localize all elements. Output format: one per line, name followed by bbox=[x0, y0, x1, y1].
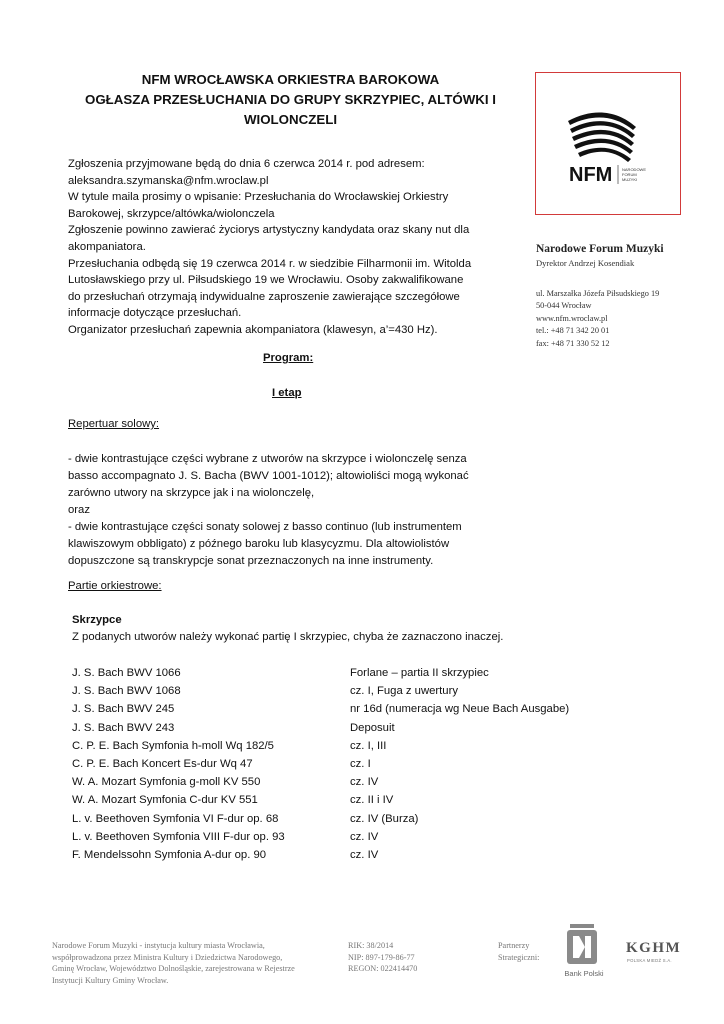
work-row bbox=[72, 813, 592, 831]
solo-line: klawiszowym obbligato) z późnego baroku lub klasycyzmu. Dla altowiolistów bbox=[68, 538, 450, 550]
work-title: L. v. Beethoven Symfonia VI F-dur op. 68 bbox=[72, 812, 279, 825]
intro-line: W tytule maila prosimy o wpisanie: Przesłuchania do Wrocławskiej Orkiestry bbox=[68, 191, 449, 204]
footer-line: Gminę Wrocław, Województwo Dolnośląskie, zarejestrowana w Rejestrze bbox=[52, 964, 295, 973]
work-title: C. P. E. Bach Koncert Es-dur Wq 47 bbox=[72, 757, 253, 770]
intro-line: akompaniatora. bbox=[68, 240, 146, 253]
work-part: Deposuit bbox=[350, 721, 395, 734]
footer-line: REGON: 022414470 bbox=[348, 964, 418, 973]
phone-line: tel.: +48 71 342 20 01 bbox=[536, 326, 610, 336]
work-part: Forlane – partia II skrzypiec bbox=[350, 667, 489, 679]
work-title: L. v. Beethoven Symfonia VIII F-dur op. 93 bbox=[72, 830, 285, 843]
footer-line: NIP: 897-179-86-77 bbox=[348, 952, 415, 962]
footer-line: Strategiczni: bbox=[498, 952, 540, 962]
email-link[interactable]: aleksandra.szymanska@nfm.wroclaw.pl bbox=[68, 174, 269, 187]
solo-line: dopuszczone są transkrypcje sonat przeznaczonych na inne instrumenty. bbox=[68, 555, 434, 567]
works-list bbox=[72, 667, 592, 867]
solo-line: oraz bbox=[68, 504, 90, 516]
work-title: J. S. Bach BWV 245 bbox=[72, 703, 175, 716]
work-row bbox=[72, 703, 592, 721]
kghm-logo: KGHM bbox=[626, 940, 682, 956]
work-row bbox=[72, 722, 592, 740]
work-title: C. P. E. Bach Symfonia h-moll Wq 182/5 bbox=[72, 739, 274, 752]
logo-letters: NFM bbox=[569, 164, 613, 186]
logo-subtitle: NARODOWE bbox=[622, 167, 646, 172]
solo-line: basso accompagnato J. S. Bacha (BWV 1001-1012); altowioliści mogą wykonać bbox=[68, 470, 469, 482]
footer-line: RIK: 38/2014 bbox=[348, 941, 394, 950]
violin-section-note: Z podanych utworów należy wykonać partię I skrzypiec, chyba że zaznaczono inaczej. bbox=[72, 631, 504, 643]
work-part: cz. IV (Burza) bbox=[350, 812, 419, 825]
intro-line: Zgłoszenie powinno zawierać życiorys artystyczny kandydata oraz skany nut dla bbox=[68, 224, 470, 237]
solo-line: zarówno utwory na skrzypce jak i na wiolonczelę, bbox=[68, 487, 315, 499]
work-row bbox=[72, 740, 592, 758]
program-heading: Program: bbox=[263, 352, 314, 364]
announcement-title bbox=[68, 70, 513, 130]
footer-line: Partnerzy bbox=[498, 941, 530, 950]
orchestral-parts-heading: Partie orkiestrowe: bbox=[68, 580, 162, 592]
nfm-logo-icon bbox=[536, 73, 682, 216]
work-row bbox=[72, 831, 592, 849]
title-line-3: WIOLONCZELI bbox=[243, 112, 338, 127]
intro-line: informacje dotyczące przesłuchań. bbox=[68, 307, 242, 320]
footer-line: współprowadzona przez Ministra Kultury i Dziedzictwa Narodowego, bbox=[52, 952, 283, 962]
logo-subtitle: FORUM bbox=[622, 172, 637, 177]
work-part: cz. I, Fuga z uwertury bbox=[350, 685, 458, 698]
intro-line: Lutosławskiego przy ul. Piłsudskiego 19 we Wrocławiu. Osoby zakwalifikowane bbox=[68, 274, 464, 287]
work-part: cz. II i IV bbox=[350, 794, 394, 807]
bank-name: Bank Polski bbox=[564, 969, 604, 978]
organization-info bbox=[536, 243, 711, 350]
address-line: 50-044 Wrocław bbox=[536, 301, 592, 311]
footer-line: Narodowe Forum Muzyki - instytucja kultury miasta Wrocławia, bbox=[52, 941, 265, 950]
solo-repertoire-heading: Repertuar solowy: bbox=[68, 418, 160, 430]
intro-line: Zgłoszenia przyjmowane będą do dnia 6 czerwca 2014 r. pod adresem: bbox=[68, 158, 425, 170]
intro-line: Organizator przesłuchań zapewnia akompaniatora (klawesyn, a’=430 Hz). bbox=[68, 323, 438, 336]
work-part: cz. IV bbox=[350, 848, 379, 861]
title-line-2: OGŁASZA PRZESŁUCHANIA DO GRUPY SKRZYPIEC, ALTÓWKI I bbox=[85, 92, 496, 107]
intro-paragraph bbox=[68, 156, 513, 339]
work-title: J. S. Bach BWV 243 bbox=[72, 721, 175, 734]
work-row bbox=[72, 776, 592, 794]
kghm-subtitle: POLSKA MIEDŹ S.A. bbox=[627, 958, 672, 963]
footer-legal-text bbox=[52, 940, 352, 986]
work-row bbox=[72, 849, 592, 867]
work-title: W. A. Mozart Symfonia g-moll KV 550 bbox=[72, 776, 261, 789]
solo-repertoire-text bbox=[68, 451, 513, 570]
nfm-logo-box bbox=[535, 72, 681, 215]
work-title: F. Mendelssohn Symfonia A-dur op. 90 bbox=[72, 848, 267, 861]
work-title: W. A. Mozart Symfonia C-dur KV 551 bbox=[72, 794, 258, 807]
website-link[interactable]: www.nfm.wroclaw.pl bbox=[536, 313, 608, 323]
work-row bbox=[72, 685, 592, 703]
partners-label bbox=[498, 940, 539, 963]
work-title: J. S. Bach BWV 1068 bbox=[72, 685, 181, 698]
org-director: Dyrektor Andrzej Kosendiak bbox=[536, 258, 635, 268]
address-line: ul. Marszałka Józefa Piłsudskiego 19 bbox=[536, 289, 660, 298]
logo-subtitle: MUZYKI bbox=[622, 177, 638, 182]
solo-line: - dwie kontrastujące części wybrane z utworów na skrzypce i wiolonczelę senza bbox=[68, 453, 467, 465]
footer-registration bbox=[348, 940, 417, 975]
work-part: cz. I bbox=[350, 757, 371, 770]
work-part: nr 16d (numeracja wg Neue Bach Ausgabe) bbox=[350, 703, 570, 716]
title-line-1: NFM WROCŁAWSKA ORKIESTRA BAROKOWA bbox=[141, 72, 440, 87]
work-title: J. S. Bach BWV 1066 bbox=[72, 667, 181, 679]
stage-heading: I etap bbox=[272, 387, 302, 399]
work-part: cz. I, III bbox=[350, 739, 387, 752]
intro-line: Barokowej, skrzypce/altówka/wiolonczela bbox=[68, 207, 275, 220]
org-address bbox=[536, 288, 711, 350]
work-row bbox=[72, 794, 592, 812]
intro-line: Przesłuchania odbędą się 19 czerwca 2014 r. w siedzibie Filharmonii im. Witolda bbox=[68, 257, 472, 270]
work-part: cz. IV bbox=[350, 776, 379, 789]
intro-line: do przesłuchań otrzymają indywidualne zaproszenie zawierające szczegółowe bbox=[68, 290, 460, 303]
work-row bbox=[72, 667, 592, 685]
work-row bbox=[72, 758, 592, 776]
violin-section-title: Skrzypce bbox=[72, 614, 122, 626]
org-name: Narodowe Forum Muzyki bbox=[536, 243, 664, 255]
footer-line: Instytucji Kultury Gminy Wrocław. bbox=[52, 975, 169, 985]
fax-line: fax: +48 71 330 52 12 bbox=[536, 338, 610, 348]
solo-line: - dwie kontrastujące części sonaty solowej z basso continuo (lub instrumentem bbox=[68, 521, 462, 533]
work-part: cz. IV bbox=[350, 830, 379, 843]
